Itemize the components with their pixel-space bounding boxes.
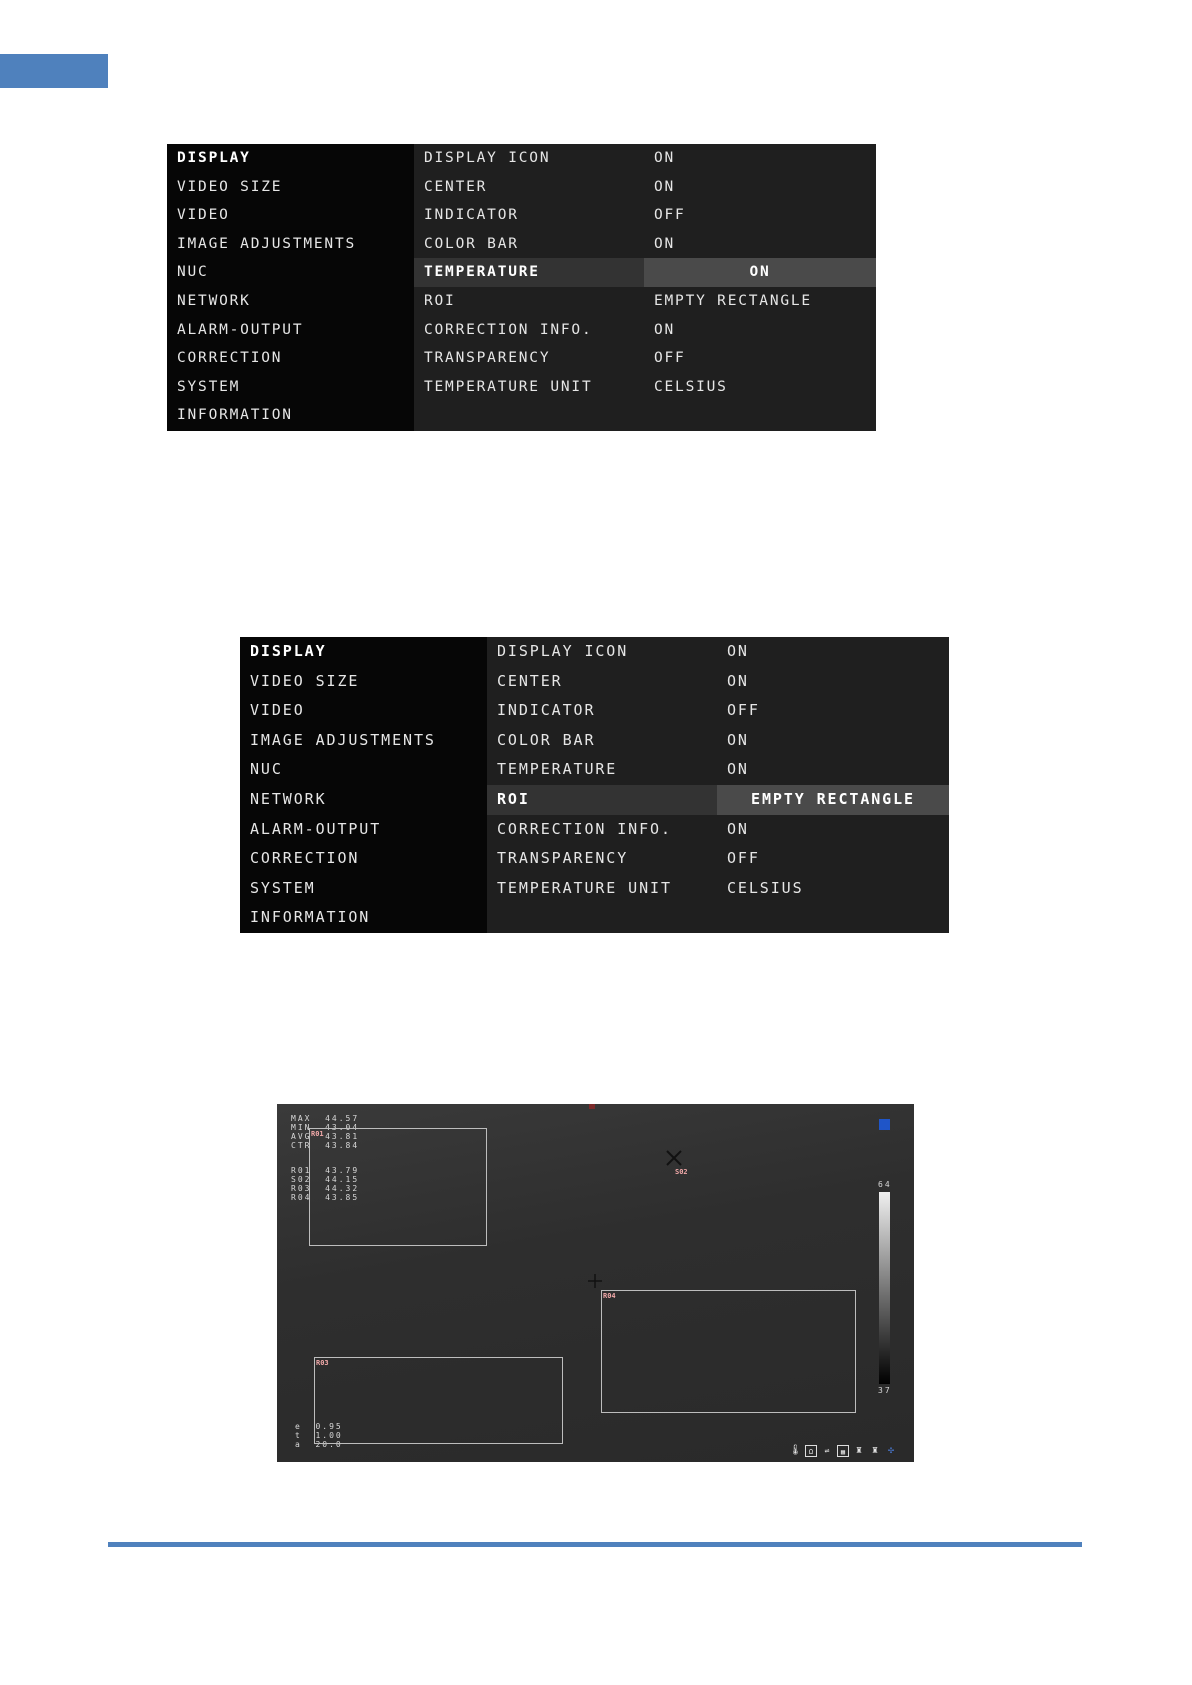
roi-label-r01: R01: [311, 1130, 324, 1138]
setting-value[interactable]: ON: [727, 730, 749, 749]
menu-category-video[interactable]: VIDEO: [177, 207, 230, 224]
setting-row-display-icon[interactable]: [414, 144, 876, 173]
osd-menu-roi-selected: [240, 637, 949, 933]
menu-category-system[interactable]: SYSTEM: [177, 378, 241, 395]
setting-row-display-icon[interactable]: [487, 637, 949, 667]
setting-row-correction-info[interactable]: [487, 815, 949, 845]
setting-value[interactable]: OFF: [654, 207, 686, 224]
readout-label: CTR: [291, 1141, 312, 1150]
network-icon: ✣: [887, 1445, 895, 1456]
connection-icon: ⇌: [824, 1446, 830, 1455]
menu-category-video-size[interactable]: VIDEO SIZE: [177, 178, 283, 195]
readout-value: 1.00: [315, 1431, 343, 1440]
setting-row-roi[interactable]: [487, 785, 949, 815]
setting-row-transparency[interactable]: [414, 344, 876, 373]
thermal-camera-view: [277, 1104, 914, 1462]
setting-label: DISPLAY ICON: [424, 150, 551, 166]
menu-category-system[interactable]: SYSTEM: [250, 878, 316, 897]
readout-label: AVG: [291, 1132, 312, 1141]
setting-value[interactable]: CELSIUS: [727, 878, 804, 897]
readout-value: 20.0: [315, 1440, 343, 1449]
setting-label: DISPLAY ICON: [497, 642, 629, 660]
setting-value[interactable]: ON: [727, 819, 749, 838]
setting-row-roi[interactable]: [414, 287, 876, 316]
setting-value[interactable]: ON: [749, 264, 771, 281]
setting-label: CORRECTION INFO.: [497, 819, 672, 838]
setting-label: COLOR BAR: [424, 235, 519, 252]
menu-category-nuc[interactable]: NUC: [250, 760, 283, 779]
spot-label-s02: S02: [675, 1168, 688, 1176]
setting-row-temperature[interactable]: [487, 755, 949, 785]
readout-label: e: [295, 1422, 302, 1431]
readout-label: t: [295, 1431, 302, 1440]
menu-category-list: [240, 637, 487, 933]
setting-row-indicator[interactable]: [414, 201, 876, 230]
osd-menu-temperature-selected: [167, 144, 876, 431]
setting-value[interactable]: EMPTY RECTANGLE: [654, 293, 812, 309]
readout-value: 43.04: [325, 1123, 360, 1132]
readout-label: MAX: [291, 1114, 312, 1123]
menu-category-correction[interactable]: CORRECTION: [177, 350, 283, 367]
readout-value: 43.81: [325, 1132, 360, 1141]
colorbar-max-label: 64: [878, 1180, 892, 1189]
setting-label: TRANSPARENCY: [497, 849, 629, 868]
setting-label: CENTER: [424, 178, 488, 195]
menu-category-video[interactable]: VIDEO: [250, 701, 305, 720]
setting-label: COLOR BAR: [497, 730, 596, 749]
setting-value[interactable]: ON: [654, 178, 676, 195]
menu-category-information[interactable]: INFORMATION: [250, 908, 371, 927]
readout-value: 0.95: [315, 1422, 343, 1431]
alarm-icon: ♜: [855, 1445, 863, 1456]
menu-category-alarm-output[interactable]: ALARM-OUTPUT: [250, 819, 382, 838]
lens-icon: Ω: [805, 1445, 817, 1457]
setting-label: ROI: [497, 790, 530, 808]
setting-value[interactable]: CELSIUS: [654, 378, 728, 395]
setting-label: INDICATOR: [424, 207, 519, 224]
menu-category-information[interactable]: INFORMATION: [177, 407, 293, 424]
setting-value[interactable]: OFF: [727, 849, 760, 868]
alarm-icon: ♜: [871, 1445, 879, 1456]
setting-row-temperature[interactable]: [414, 258, 876, 287]
setting-row-correction-info[interactable]: [414, 316, 876, 345]
spot-marker-s02-icon: [665, 1149, 683, 1167]
indicator-marker: [589, 1104, 595, 1109]
setting-label: TEMPERATURE UNIT: [424, 378, 593, 395]
readout-value: 43.85: [325, 1193, 360, 1202]
menu-category-alarm-output[interactable]: ALARM-OUTPUT: [177, 321, 304, 338]
setting-value[interactable]: ON: [727, 760, 749, 779]
setting-row-color-bar[interactable]: [487, 726, 949, 756]
snapshot-icon: ▦: [837, 1445, 849, 1457]
setting-label: INDICATOR: [497, 701, 596, 720]
roi-box-r01: [309, 1128, 487, 1246]
readout-value: 44.32: [325, 1184, 360, 1193]
setting-row-indicator[interactable]: [487, 696, 949, 726]
header-accent-bar: [0, 54, 108, 88]
menu-category-display[interactable]: DISPLAY: [177, 150, 251, 166]
setting-row-transparency[interactable]: [487, 844, 949, 874]
menu-category-video-size[interactable]: VIDEO SIZE: [250, 671, 360, 690]
color-bar: [879, 1192, 890, 1384]
menu-category-image-adjustments[interactable]: IMAGE ADJUSTMENTS: [250, 730, 436, 749]
footer-rule: [108, 1542, 1082, 1547]
readout-label: R03: [291, 1184, 312, 1193]
menu-category-network[interactable]: NETWORK: [177, 293, 251, 309]
setting-label: TEMPERATURE: [497, 760, 618, 779]
readout-value: 43.84: [325, 1141, 360, 1150]
setting-label: TEMPERATURE UNIT: [497, 878, 672, 897]
setting-value[interactable]: ON: [654, 235, 676, 252]
setting-value[interactable]: ON: [727, 671, 749, 690]
menu-category-correction[interactable]: CORRECTION: [250, 849, 360, 868]
menu-category-network[interactable]: NETWORK: [250, 790, 327, 808]
setting-row-temperature-unit[interactable]: [414, 373, 876, 402]
setting-label: TRANSPARENCY: [424, 350, 551, 367]
setting-row-center[interactable]: [414, 173, 876, 202]
readout-value: 44.15: [325, 1175, 360, 1184]
setting-value[interactable]: EMPTY RECTANGLE: [751, 790, 915, 808]
setting-value[interactable]: ON: [654, 150, 676, 166]
menu-category-image-adjustments[interactable]: IMAGE ADJUSTMENTS: [177, 235, 357, 252]
setting-value[interactable]: ON: [654, 321, 676, 338]
setting-label: CENTER: [497, 671, 563, 690]
readout-label: R04: [291, 1193, 312, 1202]
menu-category-nuc[interactable]: NUC: [177, 264, 209, 281]
thermometer-icon: 🌡: [789, 1445, 802, 1456]
status-icon-bar: [789, 1444, 897, 1458]
readout-value: 43.79: [325, 1166, 360, 1175]
roi-label-r03: R03: [316, 1359, 329, 1367]
setting-label: TEMPERATURE: [424, 264, 540, 281]
readout-value: 44.57: [325, 1114, 360, 1123]
colorbar-min-label: 37: [878, 1386, 892, 1395]
setting-value[interactable]: OFF: [654, 350, 686, 367]
setting-label: CORRECTION INFO.: [424, 321, 593, 338]
setting-row-temperature-unit[interactable]: [487, 874, 949, 904]
readout-label: MIN: [291, 1123, 312, 1132]
readout-label: S02: [291, 1175, 312, 1184]
setting-value[interactable]: ON: [727, 642, 749, 660]
status-indicator-icon: [879, 1119, 890, 1130]
roi-box-r03: [314, 1357, 563, 1444]
menu-category-list: [167, 144, 414, 431]
setting-label: ROI: [424, 293, 456, 309]
readout-line: [291, 1114, 359, 1123]
roi-box-r04: [601, 1290, 856, 1413]
menu-category-display[interactable]: DISPLAY: [250, 642, 327, 660]
readout-label: R01: [291, 1166, 312, 1175]
roi-label-r04: R04: [603, 1292, 616, 1300]
setting-row-center[interactable]: [487, 667, 949, 697]
setting-value[interactable]: OFF: [727, 701, 760, 720]
setting-row-color-bar[interactable]: [414, 230, 876, 259]
center-crosshair-icon: [588, 1274, 602, 1288]
readout-label: a: [295, 1440, 302, 1449]
